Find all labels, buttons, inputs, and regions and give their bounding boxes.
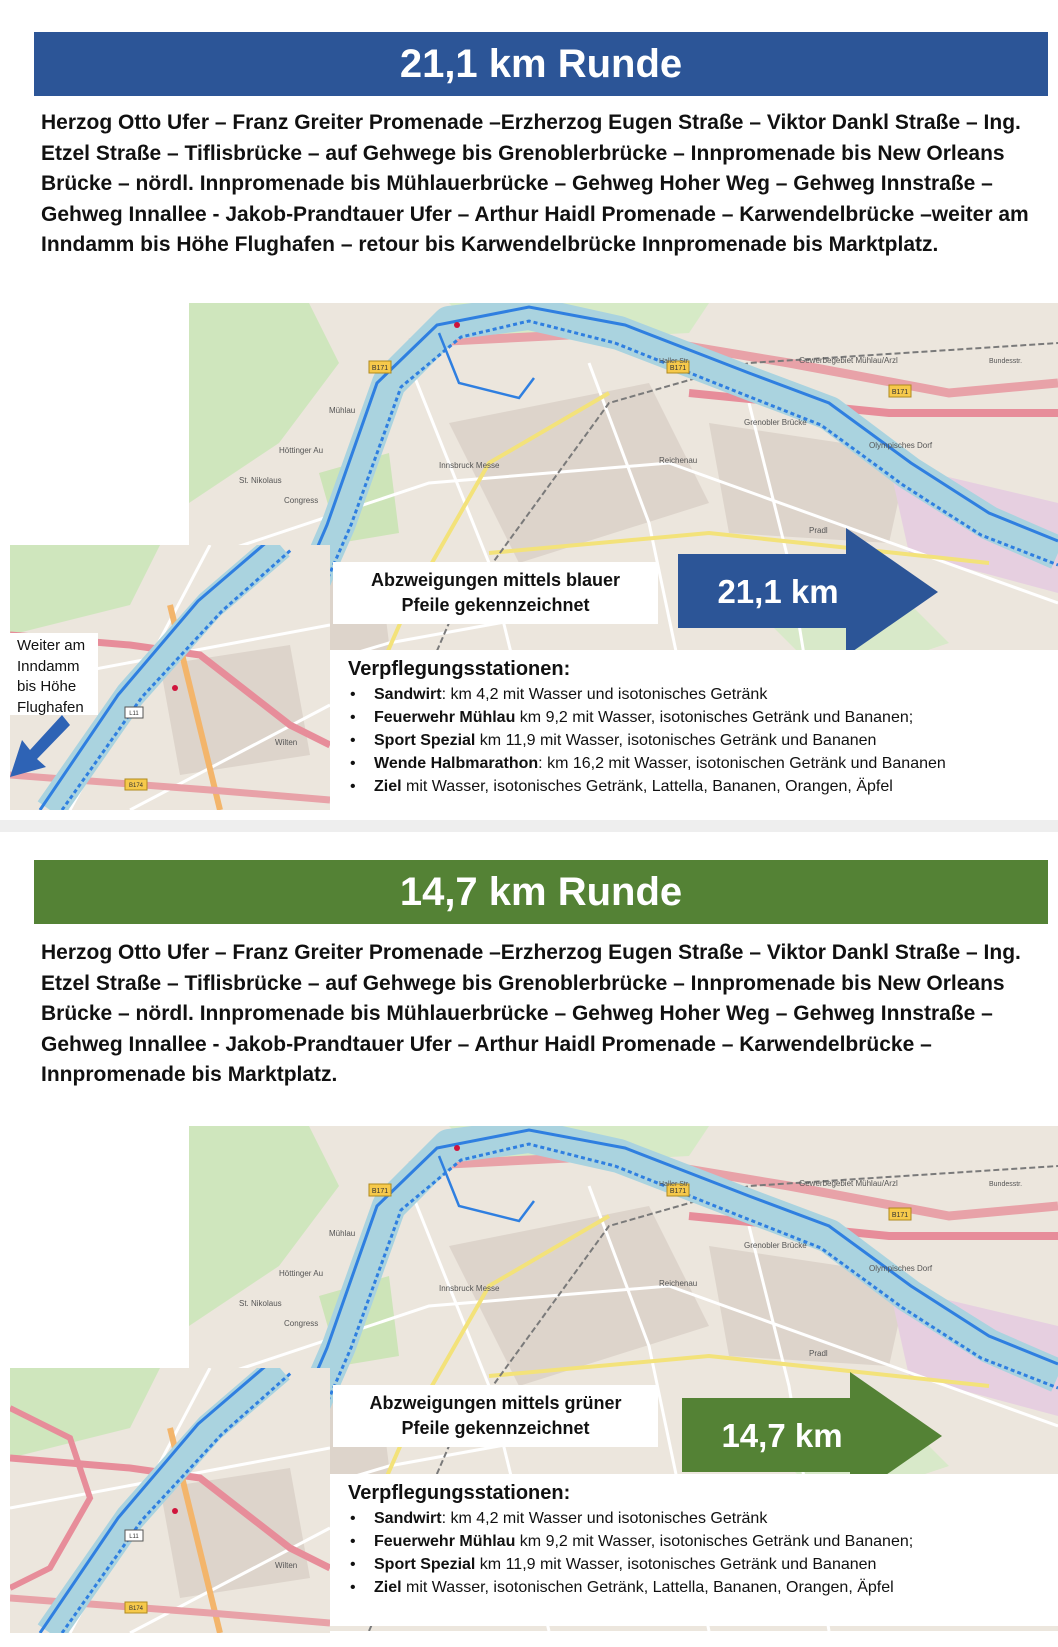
map-label-reichenau: Reichenau [659, 1279, 698, 1288]
map-label-reichenau: Reichenau [659, 456, 698, 465]
inset-map-graphic [10, 1368, 330, 1633]
inset-note-line: Flughafen [17, 698, 84, 716]
distance-label: 21,1 km [717, 573, 839, 610]
map-label-bundesstr: Bundesstr. [989, 358, 1023, 365]
map-label-hoettinger: Höttinger Au [279, 1269, 324, 1278]
map-label-messe: Innsbruck Messe [439, 461, 500, 470]
map-label-b171: B171 [371, 365, 389, 372]
inset-note-line: Inndamm [17, 657, 80, 675]
map-label-b171-2: B171 [669, 365, 687, 372]
map-label-pradl: Pradl [809, 526, 828, 535]
map-label-grenobler: Grenobler Brücke [744, 1241, 807, 1250]
station-item: • Wende Halbmarathon: km 16,2 mit Wasser, isotonischen Getränk und Bananen [348, 752, 1058, 775]
station-item: • Ziel mit Wasser, isotonisches Getränk, Lattella, Bananen, Orangen, Äpfel [348, 775, 1058, 798]
callout-line2: Pfeile gekennzeichnet [401, 595, 590, 615]
branch-callout [333, 1385, 658, 1447]
callout-line1: Abzweigungen mittels blauer [370, 570, 621, 590]
map-label-b171: B171 [371, 1188, 389, 1195]
inset-label-l11: L11 [129, 1534, 139, 1540]
map-label-messe: Innsbruck Messe [439, 1284, 500, 1293]
inset-label-b174: B174 [128, 783, 144, 789]
section-title: 14,7 km Runde [34, 860, 1048, 924]
inset-note-line: Weiter am [17, 637, 86, 654]
station-item: • Sandwirt: km 4,2 mit Wasser und isotonisches Getränk [348, 1507, 1058, 1530]
inset-note [10, 633, 98, 715]
branch-callout [333, 562, 658, 624]
map-label-olympic: Olympisches Dorf [869, 441, 933, 450]
map-label-gewerbe: Gewerbegebiet Mühlau/Arzl [799, 1179, 898, 1188]
distance-label: 14,7 km [721, 1417, 843, 1454]
map-label-b171-3: B171 [891, 389, 909, 396]
distance-arrow [678, 528, 938, 656]
map-label-pradl: Pradl [809, 1349, 828, 1358]
station-item: • Feuerwehr Mühlau km 9,2 mit Wasser, isotonisches Getränk und Bananen; [348, 706, 1058, 729]
route-description: Herzog Otto Ufer – Franz Greiter Promenade –Erzherzog Eugen Straße – Viktor Dankl Straße – Ing. Etzel Straße – Tiflisbrücke – auf Gehwege bis Grenoblerbrücke – Innpromenade bis New Orleans Brücke – nördl. Innpromenade bis Mühlauerbrücke – Gehweg Hoher Weg – Gehweg Innstraße – Gehweg Innallee - Jakob-Prandtauer Ufer – Arthur Haidl Promenade – Karwendelbrücke – Innpromenade bis Marktplatz. [41, 941, 1021, 1086]
section-21km [0, 0, 1058, 820]
section-title: 21,1 km Runde [34, 32, 1048, 96]
station-item: • Feuerwehr Mühlau km 9,2 mit Wasser, isotonisches Getränk und Bananen; [348, 1530, 1058, 1553]
inset-note-line: bis Höhe [17, 678, 77, 695]
map-label-haller: Haller Str. [659, 1181, 690, 1188]
section-14km [0, 830, 1058, 1647]
map-label-congress: Congress [284, 1319, 319, 1328]
map-label-haller: Haller Str. [659, 358, 690, 365]
inset-map [10, 1368, 330, 1633]
inset-label-l11: L11 [129, 711, 139, 717]
stations-title: Verpflegungsstationen: [348, 658, 571, 680]
inset-label-wilten: Wilten [275, 738, 298, 747]
aid-stations [330, 1474, 1058, 1626]
map-label-muehlau: Mühlau [329, 1229, 356, 1238]
map-label-b171-2: B171 [669, 1188, 687, 1195]
map-label-olympic: Olympisches Dorf [869, 1264, 933, 1273]
map-label-bundesstr: Bundesstr. [989, 1181, 1023, 1188]
map-label-st-nikolaus: St. Nikolaus [239, 476, 282, 485]
inset-label-wilten: Wilten [275, 1561, 298, 1570]
callout-line2: Pfeile gekennzeichnet [401, 1418, 590, 1438]
map-label-b171-3: B171 [891, 1212, 909, 1219]
map-label-muehlau: Mühlau [329, 406, 356, 415]
callout-line1: Abzweigungen mittels grüner [369, 1393, 622, 1413]
station-item: • Ziel mit Wasser, isotonischen Getränk, Lattella, Bananen, Orangen, Äpfel [348, 1576, 1058, 1599]
map-label-grenobler: Grenobler Brücke [744, 418, 807, 427]
map-label-st-nikolaus: St. Nikolaus [239, 1299, 282, 1308]
station-item: • Sport Spezial km 11,9 mit Wasser, isotonisches Getränk und Bananen [348, 1553, 1058, 1576]
inset-label-b174: B174 [128, 1606, 144, 1612]
aid-stations [330, 650, 1058, 808]
route-description: Herzog Otto Ufer – Franz Greiter Promenade –Erzherzog Eugen Straße – Viktor Dankl Straße – Ing. Etzel Straße – Tiflisbrücke – auf Gehwege bis Grenoblerbrücke – Innpromenade bis New Orleans Brücke – nördl. Innpromenade bis Mühlauerbrücke – Gehweg Hoher Weg – Gehweg Innstraße – Gehweg Innallee - Jakob-Prandtauer Ufer – Arthur Haidl Promenade – Karwendelbrücke –weiter am Inndamm bis Höhe Flughafen – retour bis Karwendelbrücke Innpromenade bis Marktplatz. [41, 111, 1029, 256]
station-item: • Sport Spezial km 11,9 mit Wasser, isotonisches Getränk und Bananen [348, 729, 1058, 752]
station-item: • Sandwirt: km 4,2 mit Wasser und isotonisches Getränk [348, 683, 1058, 706]
stations-title: Verpflegungsstationen: [348, 1482, 571, 1504]
map-label-congress: Congress [284, 496, 319, 505]
map-label-hoettinger: Höttinger Au [279, 446, 324, 455]
map-label-gewerbe: Gewerbegebiet Mühlau/Arzl [799, 356, 898, 365]
